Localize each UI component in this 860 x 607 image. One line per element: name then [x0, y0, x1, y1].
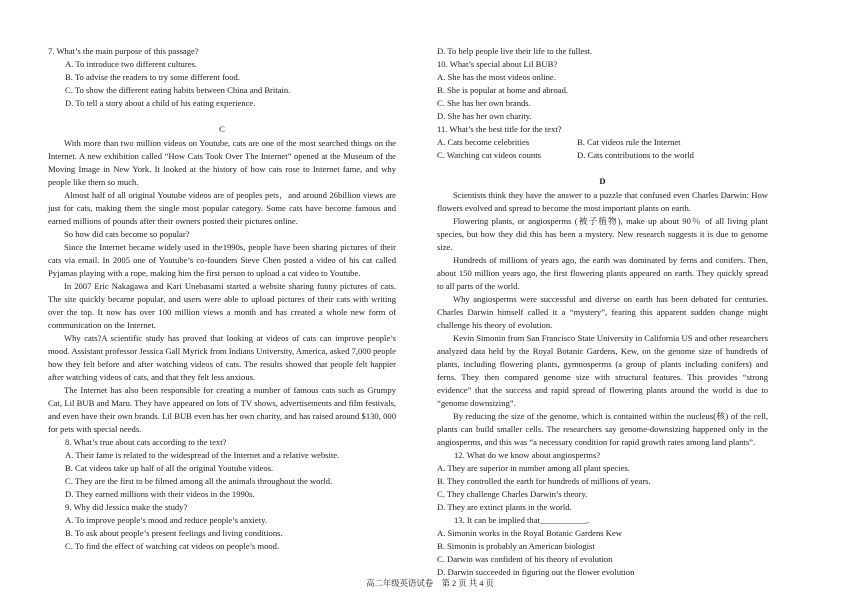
q11-option-a: A. Cats become celebrities: [437, 137, 530, 147]
left-column: [48, 45, 396, 553]
q10-stem: 10. What’s special about Lil BUB?: [437, 59, 558, 69]
q11-option-c: C. Watching cat videos counts: [437, 150, 541, 160]
q10-option-b: B. She is popular at home and abroad.: [437, 85, 569, 95]
section-d-paragraph-6: By reducing the size of the genome, which is contained within the nucleus(核) of the cell, plants can build smaller cells. The researchers say genome-downsizing happened only in the angiosperms, and this was “a necessary condition for rapid growth rates among land plants”.: [437, 411, 768, 447]
section-d-paragraph-1: Scientists think they have the answer to a puzzle that confused even Charles Darwin: How flowers evolved and spread to become the most important plants on earth.: [437, 190, 768, 213]
section-c-title: C: [219, 124, 225, 134]
section-d-paragraph-4: Why angiosperms were successful and diverse on earth has been debated for centuries. Charles Darwin himself called it a “mystery”, fearing this apparent sudden change might challenge his theory of evolution.: [437, 294, 768, 330]
right-column: [437, 45, 768, 579]
q7-stem: 7. What’s the main purpose of this passage?: [48, 46, 199, 56]
q11-options-row-2: [437, 149, 768, 162]
q12-stem: 12. What do we know about angiosperms?: [454, 450, 601, 460]
section-c-paragraph-5: In 2007 Eric Nakagawa and Kari Unebasami started a website sharing funny pictures of cats. The site quickly became popular, and users were able to upload pictures of their cats with writing over the top. It now has over 100 million views a month and has created a whole new form of communication on the Internet.: [48, 281, 396, 330]
q9-option-d: D. To help people live their life to the fullest.: [437, 46, 593, 56]
q7-option-b: B. To advise the readers to try some different food.: [65, 72, 240, 82]
q7-option-c: C. To show the different eating habits between China and Britain.: [65, 85, 291, 95]
section-d-paragraph-3: Hundreds of millions of years ago, the earth was dominated by ferns and conifers. Then, about 150 million years ago, the first flowering plants appeared on earth. They quickly spread to all parts of the world.: [437, 255, 768, 291]
q11-stem: 11. What’s the best title for the text?: [437, 124, 562, 134]
q13-option-d: D. Darwin succeeded in figuring out the flower evolution: [437, 567, 635, 577]
section-c-paragraph-3: So how did cats become so popular?: [64, 229, 190, 239]
q9-option-c: C. To find the effect of watching cat videos on people’s mood.: [65, 541, 280, 551]
q8-option-c: C. They are the first to be filmed among all the animals throughout the world.: [65, 476, 333, 486]
q13-stem: 13. It can be implied that___________.: [454, 515, 590, 525]
q9-option-a: A. To improve people’s mood and reduce people’s anxiety.: [65, 515, 268, 525]
page-footer: 高二年级英语试卷 第 2 页 共 4 页: [366, 579, 494, 588]
q11-option-d: D. Cats contributions to the world: [577, 150, 694, 160]
section-d-paragraph-5: Kevin Simonin from San Francisco State University in California US and other researchers analyzed data held by the Royal Botanic Gardens, Kew, on the genome size of hundreds of plants, including flowering plants, gymnosperms (a group of plants including conifers) and ferns. They then compared genome size with structural features. This provides “strong evidence” that the success and rapid spread of flowering plants around the world is due to “genome downsizing”.: [437, 333, 768, 408]
q11-options-row-1: [437, 136, 768, 149]
q8-option-a: A. Their fame is related to the widespread of the Internet and a relative website.: [65, 450, 340, 460]
section-c-paragraph-7: The Internet has also been responsible for creating a number of famous cats such as Grumpy Cat, Lil BUB and Maru. They have appeared on lots of TV shows, advertisements and film festivals, and even have their own brands. Lil BUB even has her own charity, and has raised around $130, 000 for pets with special needs.: [48, 385, 396, 434]
q13-option-c: C. Darwin was confident of his theory of evolution: [437, 554, 613, 564]
section-c-paragraph-6: Why cats?A scientific study has proved that looking at videos of cats can improve people’s mood. Assistant professor Jessica Gall Myrick from Indians University, America, asked 7,000 people how they felt before and after watching videos of cats. The results showed that people felt happier after watching videos of cats, and that they felt less anxious.: [48, 333, 396, 382]
q13-option-a: A. Simonin works in the Royal Botanic Gardens Kew: [437, 528, 622, 538]
q12-option-b: B. They controlled the earth for hundreds of millions of years.: [437, 476, 651, 486]
q7-option-d: D. To tell a story about a child of his eating experience.: [65, 98, 256, 108]
q8-option-b: B. Cat videos take up half of all the original Youtube videos.: [65, 463, 274, 473]
q8-stem: 8. What’s true about cats according to the text?: [65, 437, 227, 447]
q12-option-d: D. They are extinct plants in the world.: [437, 502, 572, 512]
q9-stem: 9. Why did Jessica make the study?: [65, 502, 188, 512]
section-d-paragraph-2: Flowering plants, or angiosperms (被子植物), make up about 90％ of all living plant species, but how they did this has been a mystery. New research suggests it is due to genome size.: [437, 216, 768, 252]
section-c-paragraph-2: Almost half of all original Youtube videos are of peoples pets，and around 26billion views are just for cats, making them the single most popular category. Some cats have become famous and earned millions of pounds after their owners posted their pictures online.: [48, 190, 396, 226]
q10-option-d: D. She has her own charity.: [437, 111, 532, 121]
section-d-title: D: [599, 176, 606, 186]
q8-option-d: D. They earned millions with their videos in the 1990s.: [65, 489, 255, 499]
q10-option-a: A. She has the most videos online.: [437, 72, 556, 82]
q12-option-c: C. They challenge Charles Darwin’s theory.: [437, 489, 588, 499]
q7-option-a: A. To introduce two different cultures.: [65, 59, 198, 69]
q11-option-b: B. Cat videos rule the Internet: [577, 137, 681, 147]
q10-option-c: C. She has her own brands.: [437, 98, 531, 108]
section-c-paragraph-1: With more than two million videos on Youtube, cats are one of the most searched things on the Internet. A new exhibition called “How Cats Took Over The Internet” opened at the Museum of the Moving Image in New York. It looked at the history of how cats rose to Internet fame, and why people like them so much.: [48, 138, 396, 187]
section-c-paragraph-4: Since the Internet became widely used in the1990s, people have been sharing pictures of their cats via email. In 2005 one of Youtube’s co-founders Steve Chen posted a video of his cat called Pyjamas playing with a rope, making him the first person to upload a cat video to Youtube.: [48, 242, 396, 278]
q13-option-b: B. Simonin is probably an American biologist: [437, 541, 595, 551]
q9-option-b: B. To ask about people’s present feelings and living conditions.: [65, 528, 283, 538]
q12-option-a: A. They are superior in number among all plant species.: [437, 463, 630, 473]
